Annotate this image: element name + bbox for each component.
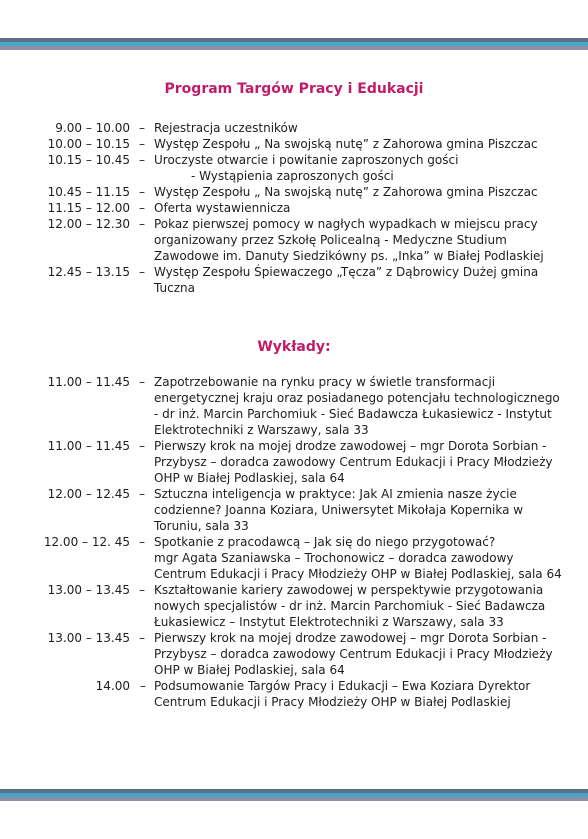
- lecture-time: 11.00 – 11.45: [47, 375, 130, 389]
- schedule-dash: –: [139, 265, 145, 279]
- schedule-dash: –: [139, 185, 145, 199]
- lecture-time: 14.00: [95, 679, 130, 693]
- lectures-schedule: [0, 374, 588, 710]
- top-decorative-band: [0, 38, 588, 50]
- page-title: Program Targów Pracy i Edukacji: [164, 81, 424, 97]
- schedule-time: 11.15 – 12.00: [47, 201, 130, 215]
- schedule-dash: –: [139, 137, 145, 151]
- schedule-dash: –: [139, 217, 145, 231]
- lecture-dash: –: [139, 487, 145, 501]
- lecture-text: Podsumowanie Targów Pracy i Edukacji – Ewa Koziara Dyrektor Centrum Edukacji i Pracy Młodzieży OHP w Białej Podlaskiej: [154, 679, 531, 709]
- schedule-text: Oferta wystawiennicza: [154, 201, 291, 215]
- schedule-text: Uroczyste otwarcie i powitanie zaproszonych gości: [154, 153, 459, 167]
- schedule-time: 10.45 – 11.15: [47, 185, 130, 199]
- schedule-row: [0, 200, 588, 216]
- lecture-dash: –: [140, 679, 146, 693]
- lecture-row: [0, 678, 588, 710]
- lecture-dash: –: [139, 439, 145, 453]
- schedule-time: 10.00 – 10.15: [47, 137, 130, 151]
- lecture-text: Spotkanie z pracodawcą – Jak się do niego przygotować? mgr Agata Szaniawska – Trochonowicz – doradca zawodowy Centrum Edukacji i Pracy Młodzieży OHP w Białej Podlaskiej, sala 64: [154, 535, 562, 581]
- lecture-dash: –: [139, 583, 145, 597]
- lecture-row: [0, 534, 588, 582]
- lecture-row: [0, 486, 588, 534]
- lecture-time: 11.00 – 11.45: [47, 439, 130, 453]
- schedule-text: Rejestracja uczestników: [154, 121, 298, 135]
- lecture-row: [0, 630, 588, 678]
- schedule-text: Występ Zespołu „ Na swojską nutę” z Zahorowa gmina Piszczac: [154, 137, 538, 151]
- schedule-row: [0, 216, 588, 264]
- schedule-row: [0, 264, 588, 296]
- lecture-text: Sztuczna inteligencja w praktyce: Jak AI zmienia nasze życie codzienne? Joanna Koziara, Uniwersytet Mikołaja Kopernika w Toruniu, sala 33: [154, 487, 524, 533]
- lecture-dash: –: [139, 535, 145, 549]
- lecture-text: Kształtowanie kariery zawodowej w perspektywie przygotowania nowych specjalistów - dr inż. Marcin Parchomiuk - Sieć Badawcza Łukasiewicz – Instytut Elektrotechniki z Warszawy, sala 33: [154, 583, 546, 629]
- schedule-row: [0, 168, 588, 184]
- lecture-dash: –: [139, 631, 145, 645]
- schedule-text: - Wystąpienia zaproszonych gości: [191, 169, 394, 183]
- schedule-dash: –: [139, 121, 145, 135]
- schedule-dash: –: [139, 153, 145, 167]
- lecture-time: 12.00 – 12. 45: [43, 535, 130, 549]
- bottom-decorative-band: [0, 789, 588, 801]
- schedule-row: [0, 184, 588, 200]
- schedule-dash: –: [139, 201, 145, 215]
- schedule-time: 10.15 – 10.45: [47, 153, 130, 167]
- schedule-row: [0, 136, 588, 152]
- lecture-text: Zapotrzebowanie na rynku pracy w świetle transformacji energetycznej kraju oraz posiadanego potencjału technologicznego - dr inż. Marcin Parchomiuk - Sieć Badawcza Łukasiewicz - Instytut Elektrotechniki z Warszawy, sala 33: [154, 375, 560, 437]
- schedule-time: 12.45 – 13.15: [47, 265, 130, 279]
- lecture-time: 12.00 – 12.45: [47, 487, 130, 501]
- lectures-heading: Wykłady:: [257, 339, 331, 355]
- schedule-row: [0, 120, 588, 136]
- schedule-time: 9.00 – 10.00: [55, 121, 130, 135]
- schedule-time: 12.00 – 12.30: [47, 217, 130, 231]
- schedule-text: Występ Zespołu Śpiewaczego „Tęcza” z Dąbrowicy Dużej gmina Tuczna: [154, 265, 539, 295]
- lecture-row: [0, 438, 588, 486]
- lecture-time: 13.00 – 13.45: [47, 631, 130, 645]
- lecture-dash: –: [139, 375, 145, 389]
- lecture-text: Pierwszy krok na mojej drodze zawodowej – mgr Dorota Sorbian - Przybysz – doradca zawodowy Centrum Edukacji i Pracy Młodzieży OHP w Białej Podlaskiej, sala 64: [154, 439, 553, 485]
- lecture-row: [0, 374, 588, 438]
- lecture-row: [0, 582, 588, 630]
- lecture-time: 13.00 – 13.45: [47, 583, 130, 597]
- schedule-text: Występ Zespołu „ Na swojską nutę” z Zahorowa gmina Piszczac: [154, 185, 538, 199]
- schedule-text: Pokaz pierwszej pomocy w nagłych wypadkach w miejscu pracy organizowany przez Szkołę Policealną - Medyczne Studium Zawodowe im. Danuty Siedzikówny ps. „Inka” w Białej Podlaskiej: [154, 217, 544, 263]
- lecture-text: Pierwszy krok na mojej drodze zawodowej – mgr Dorota Sorbian - Przybysz – doradca zawodowy Centrum Edukacji i Pracy Młodzieży OHP w Białej Podlaskiej, sala 64: [154, 631, 553, 677]
- schedule-row: [0, 152, 588, 168]
- program-schedule: [0, 120, 588, 296]
